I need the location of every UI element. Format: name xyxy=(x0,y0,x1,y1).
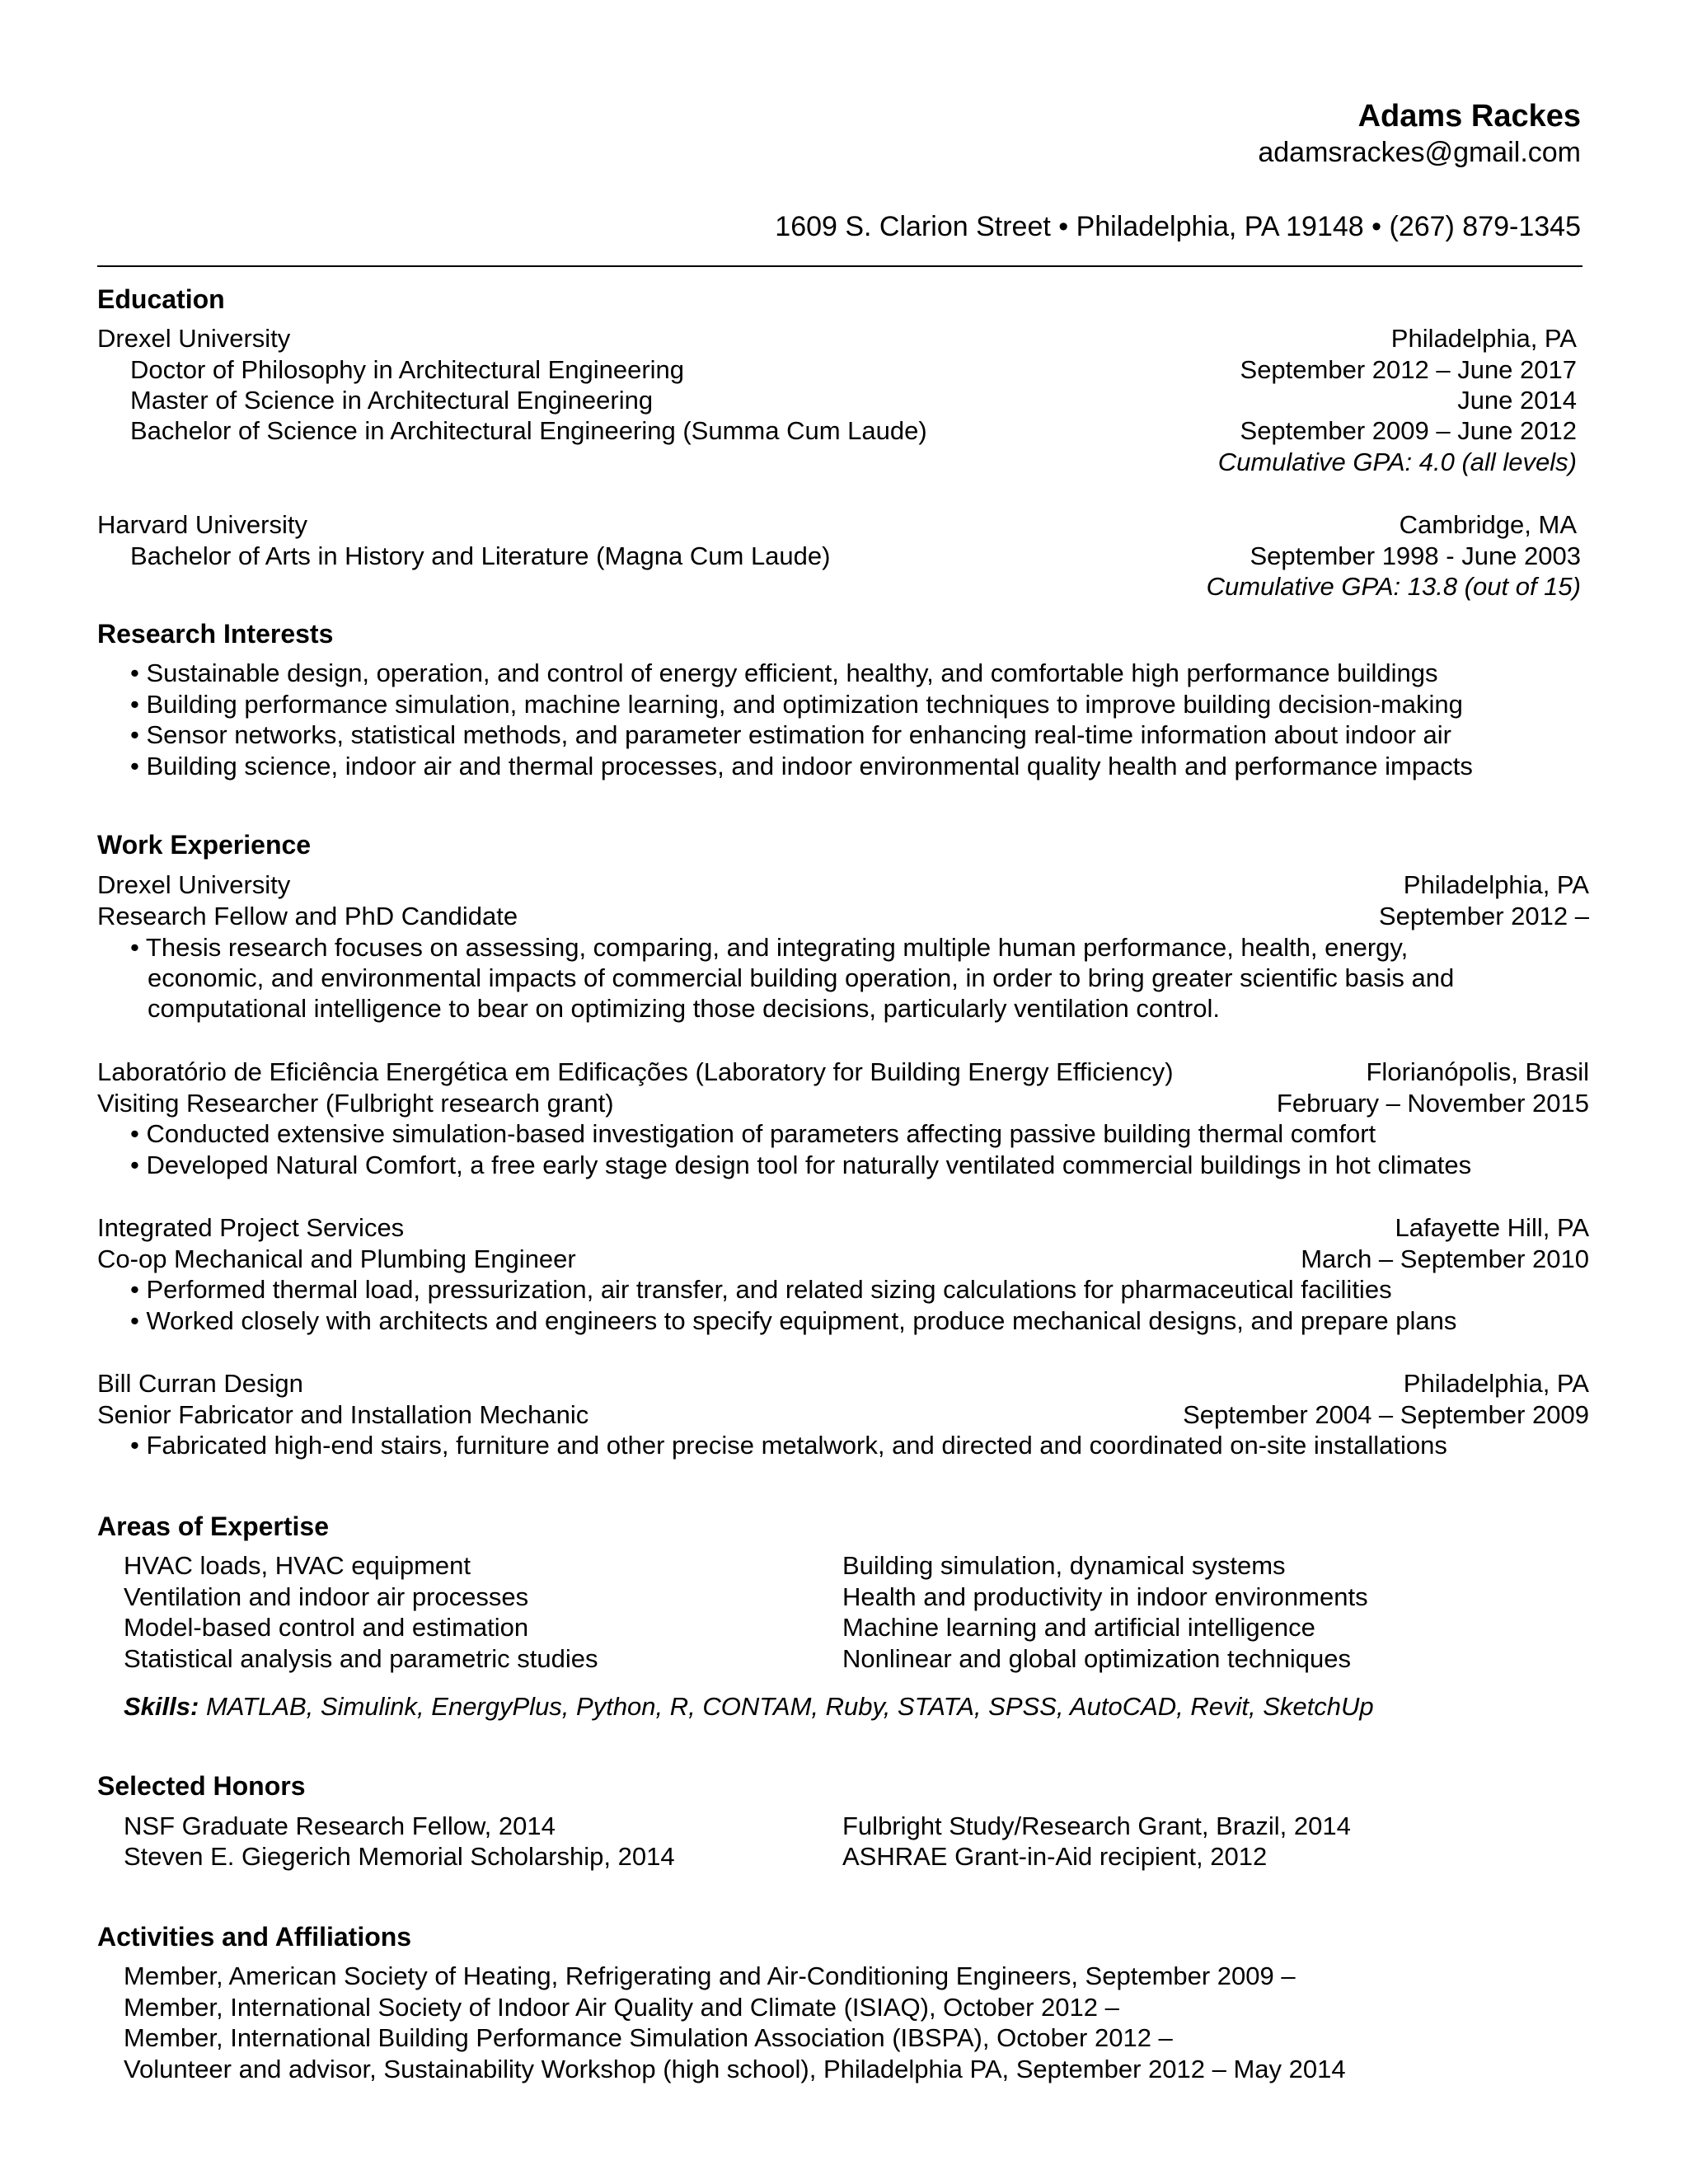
job-bullet-continuation: computational intelligence to bear on optimizing those decisions, particularly ventilation control. xyxy=(148,994,1221,1023)
education-degree-dates: September 2012 – June 2017 xyxy=(1240,355,1577,384)
job-role: Research Fellow and PhD Candidate xyxy=(97,902,518,930)
education-degree: Bachelor of Arts in History and Literature (Magna Cum Laude) xyxy=(130,541,831,570)
job-dates: February – November 2015 xyxy=(1276,1089,1589,1118)
job-role: Visiting Researcher (Fulbright research grant) xyxy=(97,1089,614,1118)
job-organization: Bill Curran Design xyxy=(97,1369,303,1398)
education-location-harvard: Cambridge, MA xyxy=(1399,510,1577,539)
education-degree-dates: September 2009 – June 2012 xyxy=(1240,416,1577,445)
education-degree: Bachelor of Science in Architectural Engineering (Summa Cum Laude) xyxy=(130,416,927,445)
expertise-item: Health and productivity in indoor environments xyxy=(842,1582,1368,1611)
education-degree-dates: September 1998 - June 2003 xyxy=(1250,541,1581,570)
skills-list: MATLAB, Simulink, EnergyPlus, Python, R, CONTAM, Ruby, STATA, SPSS, AutoCAD, Revit, SketchUp xyxy=(205,1692,1374,1721)
job-dates: March – September 2010 xyxy=(1301,1244,1589,1273)
address-line: 1609 S. Clarion Street • Philadelphia, PA 19148 • (267) 879-1345 xyxy=(775,211,1581,242)
education-degree-dates: June 2014 xyxy=(1457,386,1577,415)
email-address: adamsrackes@gmail.com xyxy=(1258,137,1581,168)
activity-item: Volunteer and advisor, Sustainability Workshop (high school), Philadelphia PA, September 2012 – May 2014 xyxy=(124,2055,1346,2083)
research-interest-item: • Building performance simulation, machine learning, and optimization techniques to improve building decision-making xyxy=(130,690,1463,719)
section-title-research-interests: Research Interests xyxy=(97,619,334,649)
skills-line xyxy=(124,1694,1374,1719)
job-role: Co-op Mechanical and Plumbing Engineer xyxy=(97,1244,576,1273)
research-interest-item: • Sensor networks, statistical methods, and parameter estimation for enhancing real-time information about indoor air xyxy=(130,720,1451,749)
section-title-education: Education xyxy=(97,284,225,314)
expertise-item: HVAC loads, HVAC equipment xyxy=(124,1551,471,1580)
section-title-selected-honors: Selected Honors xyxy=(97,1771,306,1801)
expertise-item: Ventilation and indoor air processes xyxy=(124,1582,529,1611)
job-bullet: • Fabricated high-end stairs, furniture and other precise metalwork, and directed and coordinated on-site installations xyxy=(130,1431,1447,1460)
activity-item: Member, International Society of Indoor Air Quality and Climate (ISIAQ), October 2012 – xyxy=(124,1993,1119,2022)
job-location: Florianópolis, Brasil xyxy=(1366,1057,1589,1086)
job-location: Lafayette Hill, PA xyxy=(1395,1213,1589,1242)
section-title-work-experience: Work Experience xyxy=(97,830,312,860)
education-gpa-harvard: Cumulative GPA: 13.8 (out of 15) xyxy=(1206,572,1581,601)
job-dates: September 2004 – September 2009 xyxy=(1183,1400,1589,1429)
activity-item: Member, International Building Performance Simulation Association (IBSPA), October 2012 – xyxy=(124,2023,1173,2052)
expertise-item: Nonlinear and global optimization techniques xyxy=(842,1644,1351,1673)
research-interest-item: • Building science, indoor air and thermal processes, and indoor environmental quality health and performance impacts xyxy=(130,752,1473,780)
education-location-drexel: Philadelphia, PA xyxy=(1390,324,1577,353)
expertise-item: Building simulation, dynamical systems xyxy=(842,1551,1286,1580)
job-bullet: • Performed thermal load, pressurization, air transfer, and related sizing calculations for pharmaceutical facilities xyxy=(130,1275,1392,1304)
expertise-item: Statistical analysis and parametric studies xyxy=(124,1644,598,1673)
activity-item: Member, American Society of Heating, Refrigerating and Air-Conditioning Engineers, September 2009 – xyxy=(124,1961,1296,1990)
candidate-name: Adams Rackes xyxy=(1357,99,1581,134)
education-school-harvard: Harvard University xyxy=(97,510,307,539)
expertise-item: Machine learning and artificial intelligence xyxy=(842,1613,1315,1642)
honor-item: Fulbright Study/Research Grant, Brazil, 2014 xyxy=(842,1811,1351,1840)
job-bullet: • Developed Natural Comfort, a free early stage design tool for naturally ventilated commercial buildings in hot climates xyxy=(130,1151,1472,1179)
job-bullet: • Worked closely with architects and engineers to specify equipment, produce mechanical designs, and prepare plans xyxy=(130,1306,1457,1335)
honor-item: NSF Graduate Research Fellow, 2014 xyxy=(124,1811,556,1840)
education-degree: Master of Science in Architectural Engineering xyxy=(130,386,654,415)
job-bullet-continuation: economic, and environmental impacts of commercial building operation, in order to bring greater scientific basis and xyxy=(148,963,1455,992)
job-organization: Integrated Project Services xyxy=(97,1213,405,1242)
job-organization: Laboratório de Eficiência Energética em Edificações (Laboratory for Building Energy Efficiency) xyxy=(97,1057,1174,1086)
education-school-drexel: Drexel University xyxy=(97,324,291,353)
job-dates: September 2012 – xyxy=(1378,902,1589,930)
section-title-activities-affiliations: Activities and Affiliations xyxy=(97,1922,412,1952)
honor-item: ASHRAE Grant-in-Aid recipient, 2012 xyxy=(842,1842,1268,1871)
job-bullet: • Thesis research focuses on assessing, comparing, and integrating multiple human performance, health, energy, xyxy=(130,933,1409,962)
job-location: Philadelphia, PA xyxy=(1403,1369,1589,1398)
job-organization: Drexel University xyxy=(97,870,291,899)
job-role: Senior Fabricator and Installation Mechanic xyxy=(97,1400,589,1429)
header-divider xyxy=(97,265,1582,267)
skills-label: Skills: xyxy=(124,1692,199,1721)
education-degree: Doctor of Philosophy in Architectural Engineering xyxy=(130,355,685,384)
education-gpa-drexel: Cumulative GPA: 4.0 (all levels) xyxy=(1217,448,1577,476)
job-bullet: • Conducted extensive simulation-based investigation of parameters affecting passive building thermal comfort xyxy=(130,1119,1376,1148)
research-interest-item: • Sustainable design, operation, and control of energy efficient, healthy, and comfortable high performance buildings xyxy=(130,658,1438,687)
honor-item: Steven E. Giegerich Memorial Scholarship, 2014 xyxy=(124,1842,675,1871)
expertise-item: Model-based control and estimation xyxy=(124,1613,529,1642)
job-location: Philadelphia, PA xyxy=(1403,870,1589,899)
section-title-areas-of-expertise: Areas of Expertise xyxy=(97,1511,330,1541)
